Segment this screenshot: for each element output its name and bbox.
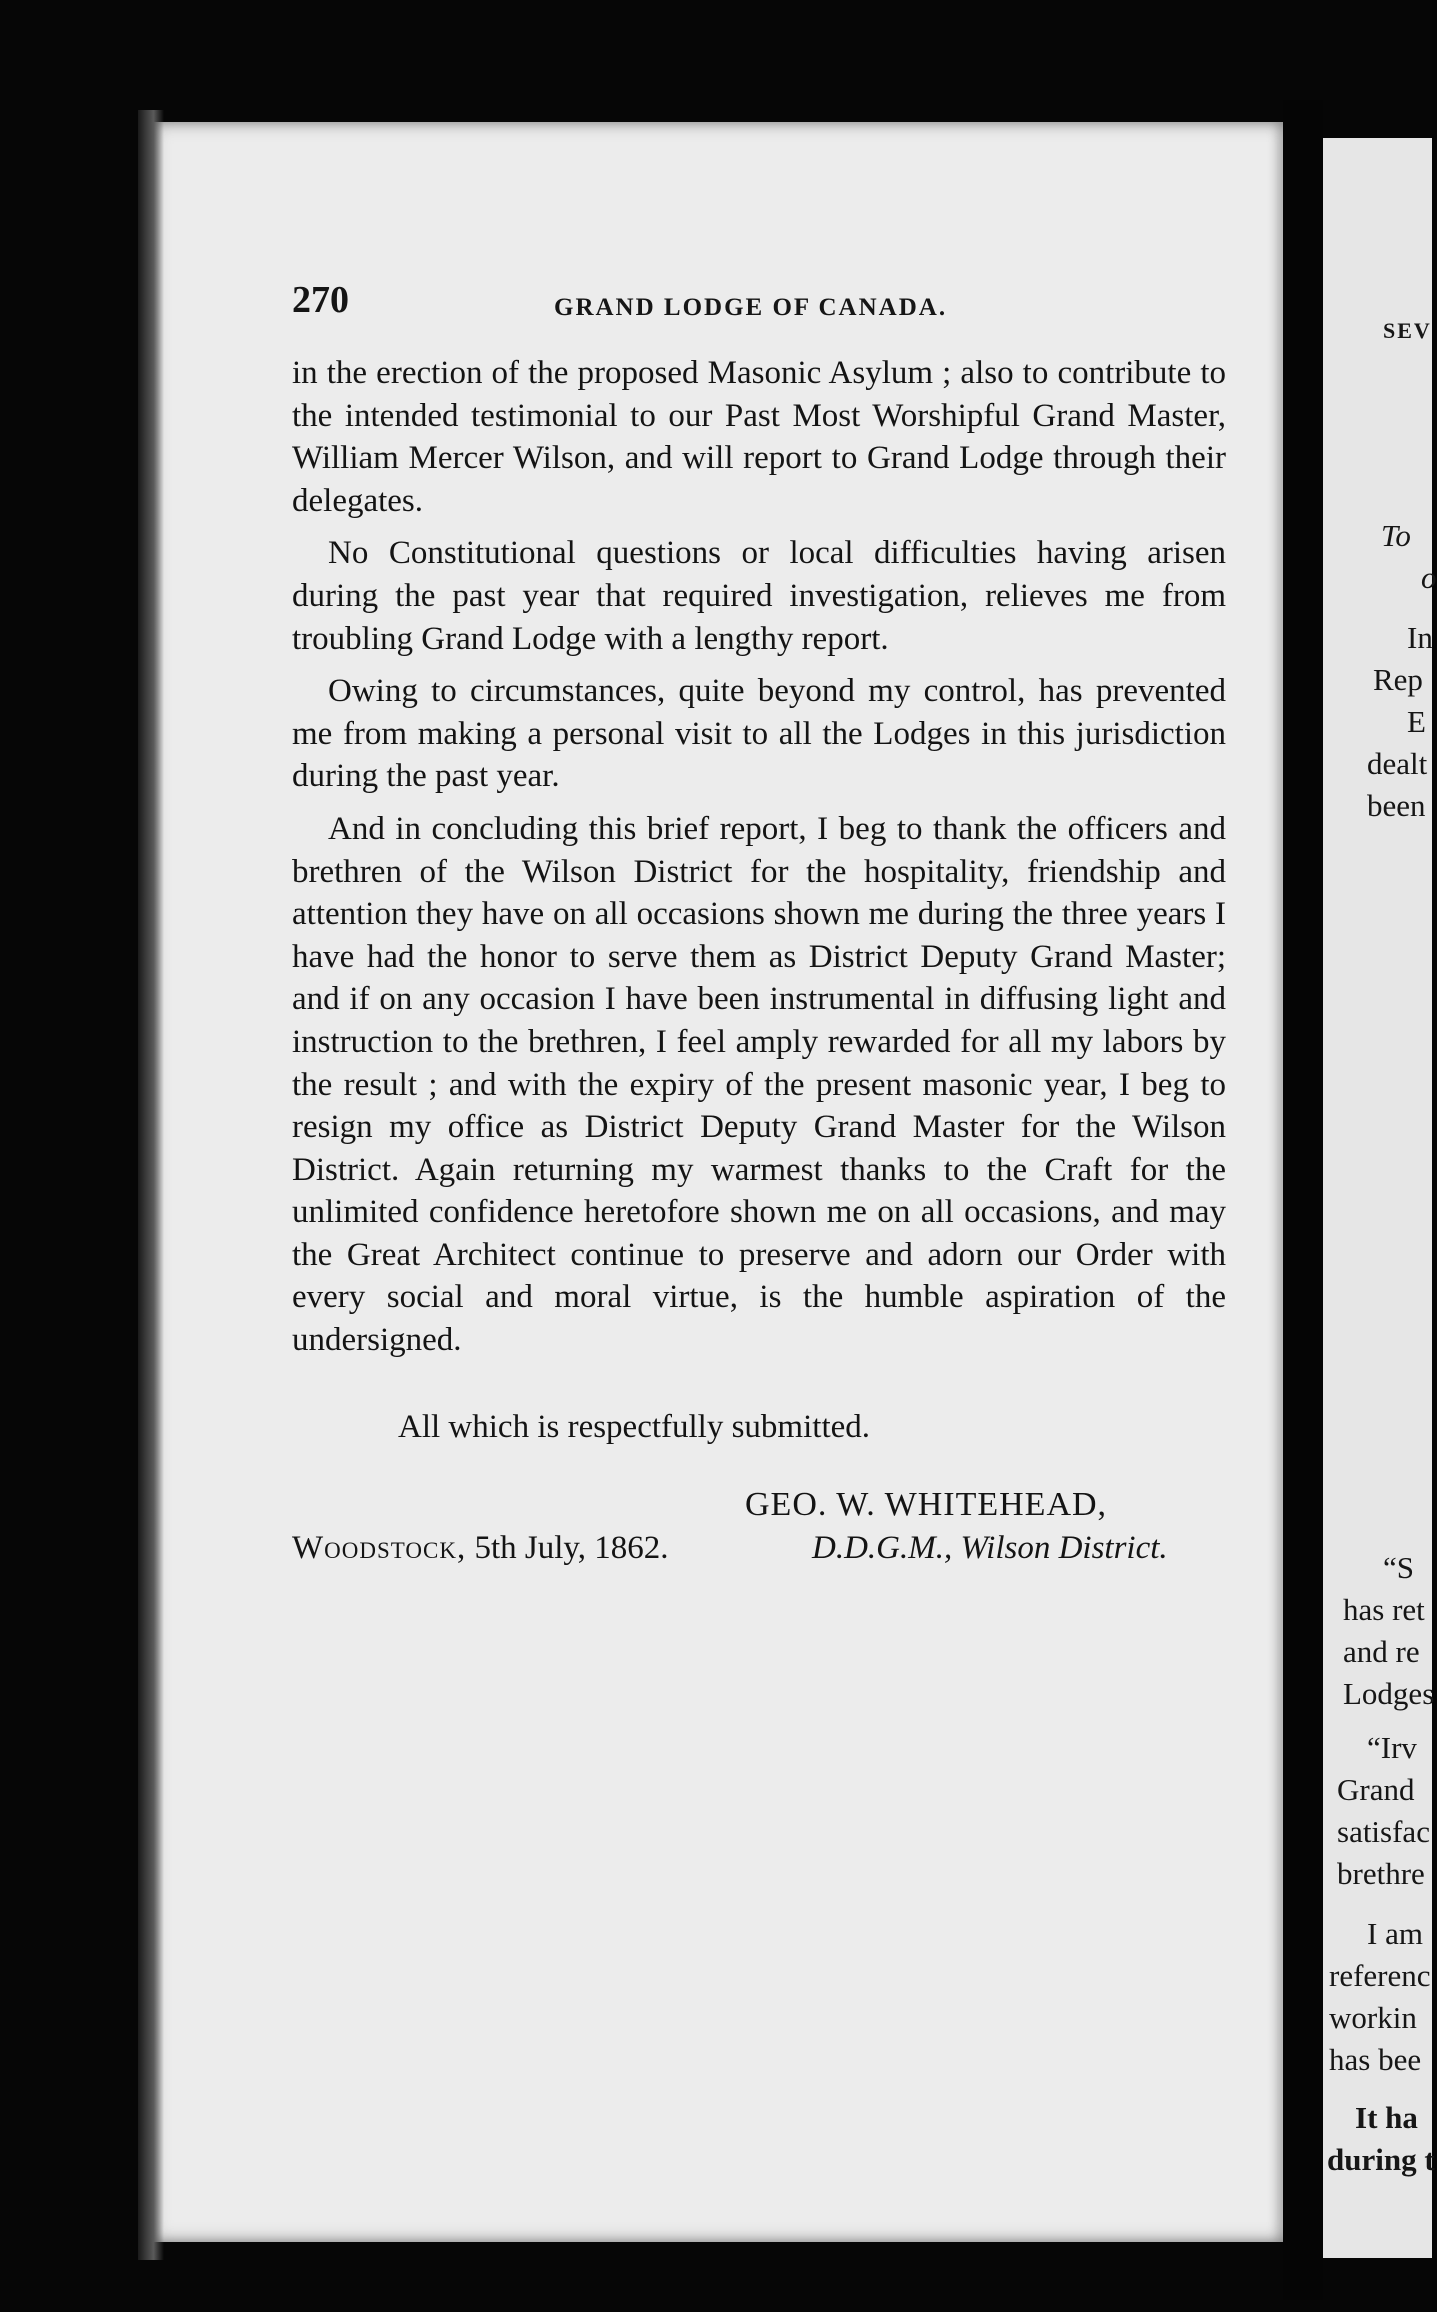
facing-line: during t	[1327, 2142, 1435, 2177]
paragraph-2: No Constitutional questions or local difficulties having arisen during the past year that required investigation, relieves me from troubling Grand Lodge with a lengthy report.	[292, 535, 1226, 657]
facing-line: has bee	[1329, 2042, 1422, 2077]
facing-line: been	[1367, 788, 1426, 823]
facing-line: It ha	[1355, 2100, 1418, 2135]
facing-line: o	[1421, 560, 1437, 595]
facing-line: I am	[1367, 1916, 1423, 1951]
page-gutter	[1283, 100, 1323, 2300]
facing-line: has ret	[1343, 1592, 1425, 1627]
page-header	[292, 270, 1236, 330]
spine-shadow	[138, 110, 164, 2260]
paragraph-3: Owing to circumstances, quite beyond my control, has prevented me from making a personal visit to all the Lodges in this jurisdiction during the past year.	[292, 673, 1226, 795]
facing-line: In	[1407, 620, 1433, 655]
paragraph-1: in the erection of the proposed Masonic Asylum ; also to contribute to the intended testimonial to our Past Most Worshipful Grand Master, William Mercer Wilson, and will report to Grand Lodge through their delegates.	[292, 355, 1226, 519]
facing-line: referenc	[1329, 1958, 1431, 1993]
place-date	[292, 1530, 669, 1567]
facing-page	[1323, 138, 1437, 2258]
facing-line: E	[1407, 704, 1426, 739]
running-head: GRAND LODGE OF CANADA.	[554, 294, 948, 321]
facing-line: “Irv	[1367, 1730, 1417, 1765]
report-body	[292, 352, 1226, 1372]
facing-line: To	[1381, 518, 1411, 553]
facing-line: Lodges	[1343, 1676, 1435, 1711]
facing-line: workin	[1329, 2000, 1417, 2035]
closing-line: All which is respectfully submitted.	[398, 1409, 871, 1445]
facing-line: satisfac	[1337, 1814, 1430, 1849]
signer-title: D.D.G.M., Wilson District.	[812, 1530, 1168, 1566]
facing-running-head: SEV	[1383, 318, 1432, 343]
facing-line: Rep	[1373, 662, 1423, 697]
facing-line: Grand	[1337, 1772, 1415, 1807]
facing-line: “S	[1383, 1550, 1414, 1585]
page-number: 270	[292, 279, 349, 321]
facing-line: brethre	[1337, 1856, 1425, 1891]
facing-line: dealt	[1367, 746, 1428, 781]
paragraph-4: And in concluding this brief report, I beg to thank the officers and brethren of the Wilson District for the hospitality, friendship and attention they have on all occasions shown me during the three years I have had the honor to serve them as District Deputy Grand Master; and if on any occasion I have been instrumental in diffusing light and instruction to the brethren, I feel amply rewarded for all my labors by the result ; and with the expiry of the present masonic year, I beg to resign my office as District Deputy Grand Master for the Wilson District. Again returning my warmest thanks to the Craft for the unlimited confidence heretofore shown me on all occasions, and may the Great Architect continue to preserve and adorn our Order with every social and moral virtue, is the humble aspiration of the undersigned.	[292, 810, 1226, 1359]
place: Woodstock,	[292, 1530, 467, 1566]
facing-line: and re	[1343, 1634, 1420, 1669]
date: 5th July, 1862.	[474, 1530, 669, 1566]
signer-name: GEO. W. WHITEHEAD,	[745, 1486, 1108, 1523]
